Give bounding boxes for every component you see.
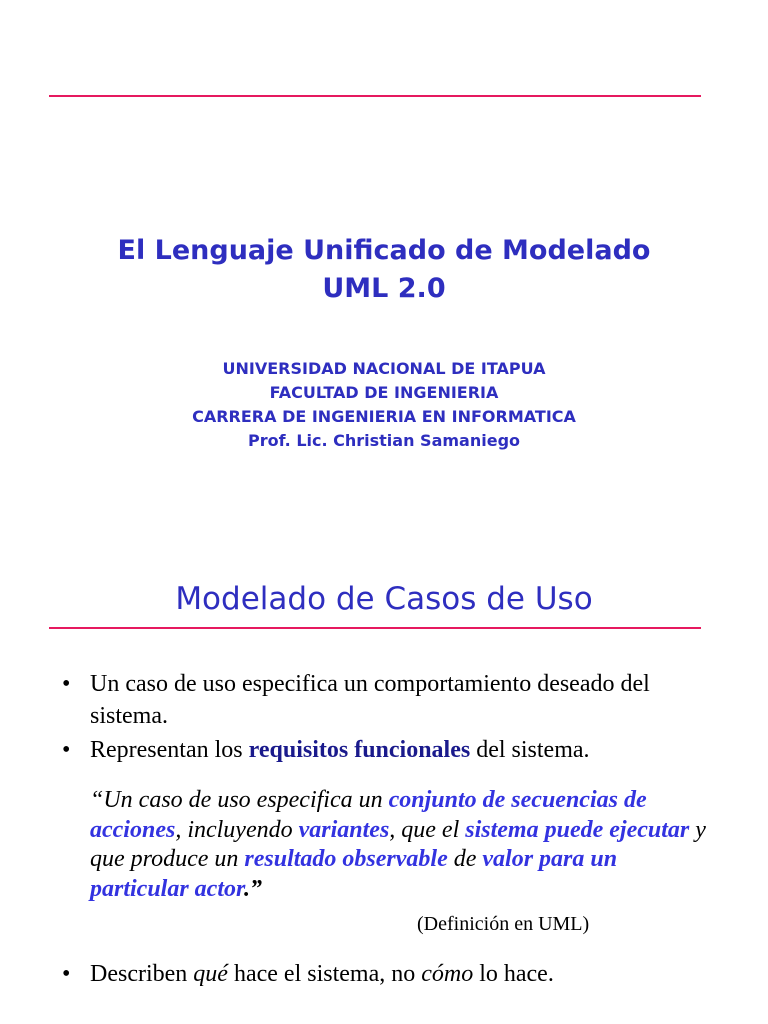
quote-closing: .” xyxy=(244,875,263,902)
bullet-text xyxy=(90,734,712,766)
bullet-dot: • xyxy=(62,961,71,987)
bullet-text-italic: cómo xyxy=(421,961,474,987)
bullet-dot: • xyxy=(62,671,71,697)
quote-emphasis: sistema puede ejecutar xyxy=(465,816,690,843)
section-heading: Modelado de Casos de Uso xyxy=(175,581,593,617)
functional-requirements-emphasis: requisitos funcionales xyxy=(248,737,471,763)
heading-divider xyxy=(49,627,701,629)
quote-text: , incluyendo xyxy=(175,816,299,843)
bullet-text-italic: qué xyxy=(193,961,228,987)
bullet-text-part: Representan los xyxy=(90,737,249,763)
slide-title xyxy=(0,232,768,308)
uml-definition-quote xyxy=(90,786,720,904)
bullet-text-part: lo hace. xyxy=(473,961,554,987)
bullet-item-2 xyxy=(62,734,712,766)
bullet-text xyxy=(90,958,712,990)
definition-source: (Definición en UML) xyxy=(417,913,590,935)
quote-emphasis: variantes xyxy=(298,816,390,843)
quote-text: y que produce un xyxy=(90,816,706,872)
quote-text: , que el xyxy=(389,816,466,843)
quote-emphasis: valor para un particular actor xyxy=(90,846,618,902)
bullet-dot: • xyxy=(62,737,71,763)
title-line-1: El Lenguaje Unificado de Modelado xyxy=(117,235,651,266)
quote-emphasis: resultado observable xyxy=(244,846,448,872)
quote-text: de xyxy=(447,846,483,872)
bullet-text: Un caso de uso especifica un comportamiento deseado del sistema. xyxy=(90,671,650,729)
institution-block xyxy=(0,357,768,453)
bullet-item-1 xyxy=(62,668,712,732)
page-edge-mark xyxy=(694,1015,700,1024)
institution-university: UNIVERSIDAD NACIONAL DE ITAPUA xyxy=(222,359,546,378)
title-line-2: UML 2.0 xyxy=(322,273,446,304)
top-divider xyxy=(49,95,701,97)
quote-text: “Un caso de uso especifica un xyxy=(90,787,389,813)
bullet-text-part: hace el sistema, no xyxy=(227,961,422,987)
institution-faculty: FACULTAD DE INGENIERIA xyxy=(269,383,499,402)
bullet-item-3 xyxy=(62,958,712,990)
bullet-text-part: del sistema. xyxy=(470,737,590,763)
quote-emphasis: conjunto de secuencias de acciones xyxy=(90,787,647,843)
bullet-text-part: Describen xyxy=(90,961,194,987)
institution-career: CARRERA DE INGENIERIA EN INFORMATICA xyxy=(192,407,576,426)
institution-professor: Prof. Lic. Christian Samaniego xyxy=(247,431,521,450)
